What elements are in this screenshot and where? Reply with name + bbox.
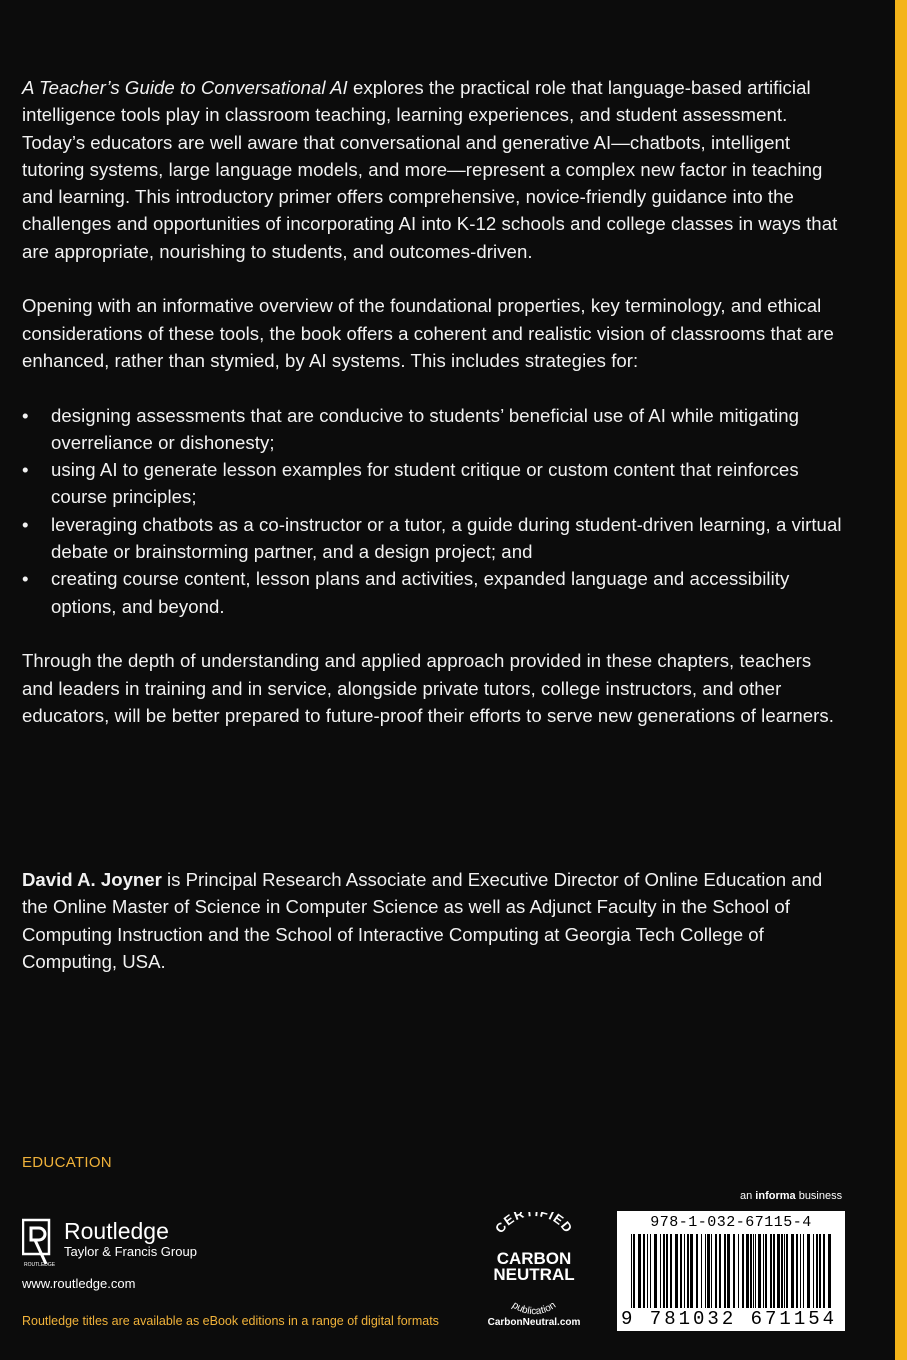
list-item-text: designing assessments that are conducive to students’ beneficial use of AI while mitigating overreliance or dishonesty; xyxy=(51,404,800,453)
barcode-bar xyxy=(753,1234,754,1312)
svg-text:publication xyxy=(510,1300,558,1317)
barcode-bar xyxy=(770,1234,772,1312)
barcode-bar xyxy=(738,1234,739,1312)
barcode-bar xyxy=(705,1234,706,1312)
informa-tagline xyxy=(740,1190,842,1202)
carbon-neutral-badge-icon xyxy=(478,1212,590,1332)
barcode-bar xyxy=(680,1234,682,1312)
barcode-bar xyxy=(715,1234,717,1312)
author-bio xyxy=(22,866,852,975)
informa-prefix: an xyxy=(740,1190,756,1202)
intro-paragraph xyxy=(22,74,842,265)
barcode-bar xyxy=(663,1234,665,1312)
barcode-bar xyxy=(784,1234,785,1312)
barcode-bar xyxy=(670,1234,672,1312)
publisher-group: Taylor & Francis Group xyxy=(64,1244,197,1259)
barcode-bar xyxy=(666,1234,668,1312)
isbn-number: 978-1-032-67115-4 xyxy=(650,1214,812,1231)
barcode-bar xyxy=(707,1234,710,1312)
overview-paragraph: Opening with an informative overview of the foundational properties, key terminology, and ethical considerations of these tools, the book offers a coherent and realistic vision of classrooms that are enhanced, rather than stymied, by AI systems. This includes strategies for: xyxy=(22,295,834,371)
list-item-text: using AI to generate lesson examples for student critique or custom content that reinforces course principles; xyxy=(51,459,799,508)
barcode-bar xyxy=(755,1234,756,1312)
svg-text:CERTIFIED xyxy=(492,1212,576,1236)
barcode-bar xyxy=(742,1234,744,1312)
barcode-bar xyxy=(638,1234,641,1312)
isbn-barcode xyxy=(617,1211,845,1331)
list-item-text: leveraging chatbots as a co-instructor or a tutor, a guide during student-driven learning, a virtual debate or brainstorming partner, and a design project; and xyxy=(51,513,842,563)
carbon-word: CARBON xyxy=(496,1249,572,1268)
barcode-bar xyxy=(763,1234,764,1312)
barcode-bar xyxy=(690,1234,693,1312)
publisher-logo xyxy=(22,1218,197,1268)
barcode-bar xyxy=(696,1234,698,1312)
informa-brand: informa xyxy=(755,1190,796,1202)
barcode-bar xyxy=(711,1234,712,1312)
barcode-bar xyxy=(758,1234,761,1312)
barcode-bar xyxy=(675,1234,678,1312)
barcode-bar xyxy=(650,1234,651,1312)
barcode-bar xyxy=(781,1234,783,1312)
list-item xyxy=(22,511,842,566)
list-item xyxy=(22,565,842,620)
bullet: • xyxy=(22,459,29,481)
barcode-bar xyxy=(816,1234,818,1312)
barcode-bar xyxy=(701,1234,702,1312)
publisher-name: Routledge xyxy=(64,1218,169,1244)
carbonneutral-url: CarbonNeutral.com xyxy=(487,1317,581,1328)
routledge-emblem-icon xyxy=(22,1218,56,1268)
barcode-bar xyxy=(803,1234,804,1312)
author-bio-text: is Principal Research Associate and Executive Director of Online Education and the Online Master of Science in Computer Science as well as Adjunct Faculty in the School of Computing Instruction and the School of Interactive Computing at Georgia Tech College of Computing, USA. xyxy=(22,869,823,972)
list-item xyxy=(22,402,842,457)
barcode-bar xyxy=(765,1234,767,1312)
barcode-bar xyxy=(828,1234,831,1312)
barcode-bars xyxy=(629,1234,833,1312)
barcode-bar xyxy=(773,1234,775,1312)
list-item-text: creating course content, lesson plans and activities, expanded language and accessibility options, and beyond. xyxy=(51,568,790,617)
barcode-bar xyxy=(777,1234,780,1312)
neutral-word: NEUTRAL xyxy=(493,1265,575,1284)
barcode-bar xyxy=(823,1234,825,1312)
bullet: • xyxy=(22,404,29,426)
book-title: A Teacher’s Guide to Conversational AI xyxy=(22,77,348,98)
barcode-bar xyxy=(643,1234,645,1312)
barcode-bar xyxy=(633,1234,635,1312)
list-item xyxy=(22,456,842,511)
subject-category: EDUCATION xyxy=(22,1154,112,1171)
ebook-note: Routledge titles are available as eBook editions in a range of digital formats xyxy=(22,1314,439,1328)
barcode-bar xyxy=(800,1234,801,1312)
barcode-bar xyxy=(733,1234,735,1312)
barcode-bar xyxy=(631,1234,632,1312)
barcode-bar xyxy=(819,1234,821,1312)
svg-text:ROUTLEDGE: ROUTLEDGE xyxy=(24,1262,56,1268)
barcode-bar xyxy=(687,1234,689,1312)
back-cover-blurb xyxy=(22,74,842,756)
author-name: David A. Joyner xyxy=(22,869,162,890)
publication-text: publication xyxy=(510,1299,558,1318)
bullet: • xyxy=(22,568,29,590)
barcode-bar xyxy=(684,1234,685,1312)
publisher-url: www.routledge.com xyxy=(22,1276,136,1291)
barcode-bar xyxy=(719,1234,721,1312)
barcode-bar xyxy=(813,1234,814,1312)
spine-stripe xyxy=(895,0,907,1360)
barcode-bar xyxy=(796,1234,798,1312)
barcode-bar xyxy=(807,1234,810,1312)
barcode-bar xyxy=(791,1234,794,1312)
barcode-bar xyxy=(660,1234,661,1312)
strategies-list xyxy=(22,402,842,620)
barcode-bar xyxy=(786,1234,788,1312)
intro-text: explores the practical role that language-based artificial intelligence tools play in classroom teaching, learning experiences, and student assessment. Today’s educators are well aware that conversational and generative AI—chatbots, intelligent tutoring systems, large language models, and more—represent a complex new factor in teaching and learning. This introductory primer offers comprehensive, novice-friendly guidance into the challenges and opportunities of incorporating AI into K-12 schools and college classes in ways that are appropriate, nourishing to students, and outcomes-driven. xyxy=(22,77,838,262)
barcode-bar xyxy=(727,1234,730,1312)
barcode-bar xyxy=(647,1234,648,1312)
barcode-bar xyxy=(654,1234,657,1312)
barcode-bar xyxy=(750,1234,752,1312)
ean-digits: 9 781032 671154 xyxy=(621,1308,841,1330)
barcode-bar xyxy=(724,1234,726,1312)
bullet: • xyxy=(22,513,29,535)
closing-paragraph: Through the depth of understanding and applied approach provided in these chapters, teachers and leaders in training and in service, alongside private tutors, college instructors, and other educators, will be better prepared to future-proof their efforts to serve new generations of learners. xyxy=(22,650,834,726)
barcode-bar xyxy=(746,1234,749,1312)
carbon-certified-text: CER FIED xyxy=(491,1212,577,1236)
informa-suffix: business xyxy=(795,1190,843,1202)
